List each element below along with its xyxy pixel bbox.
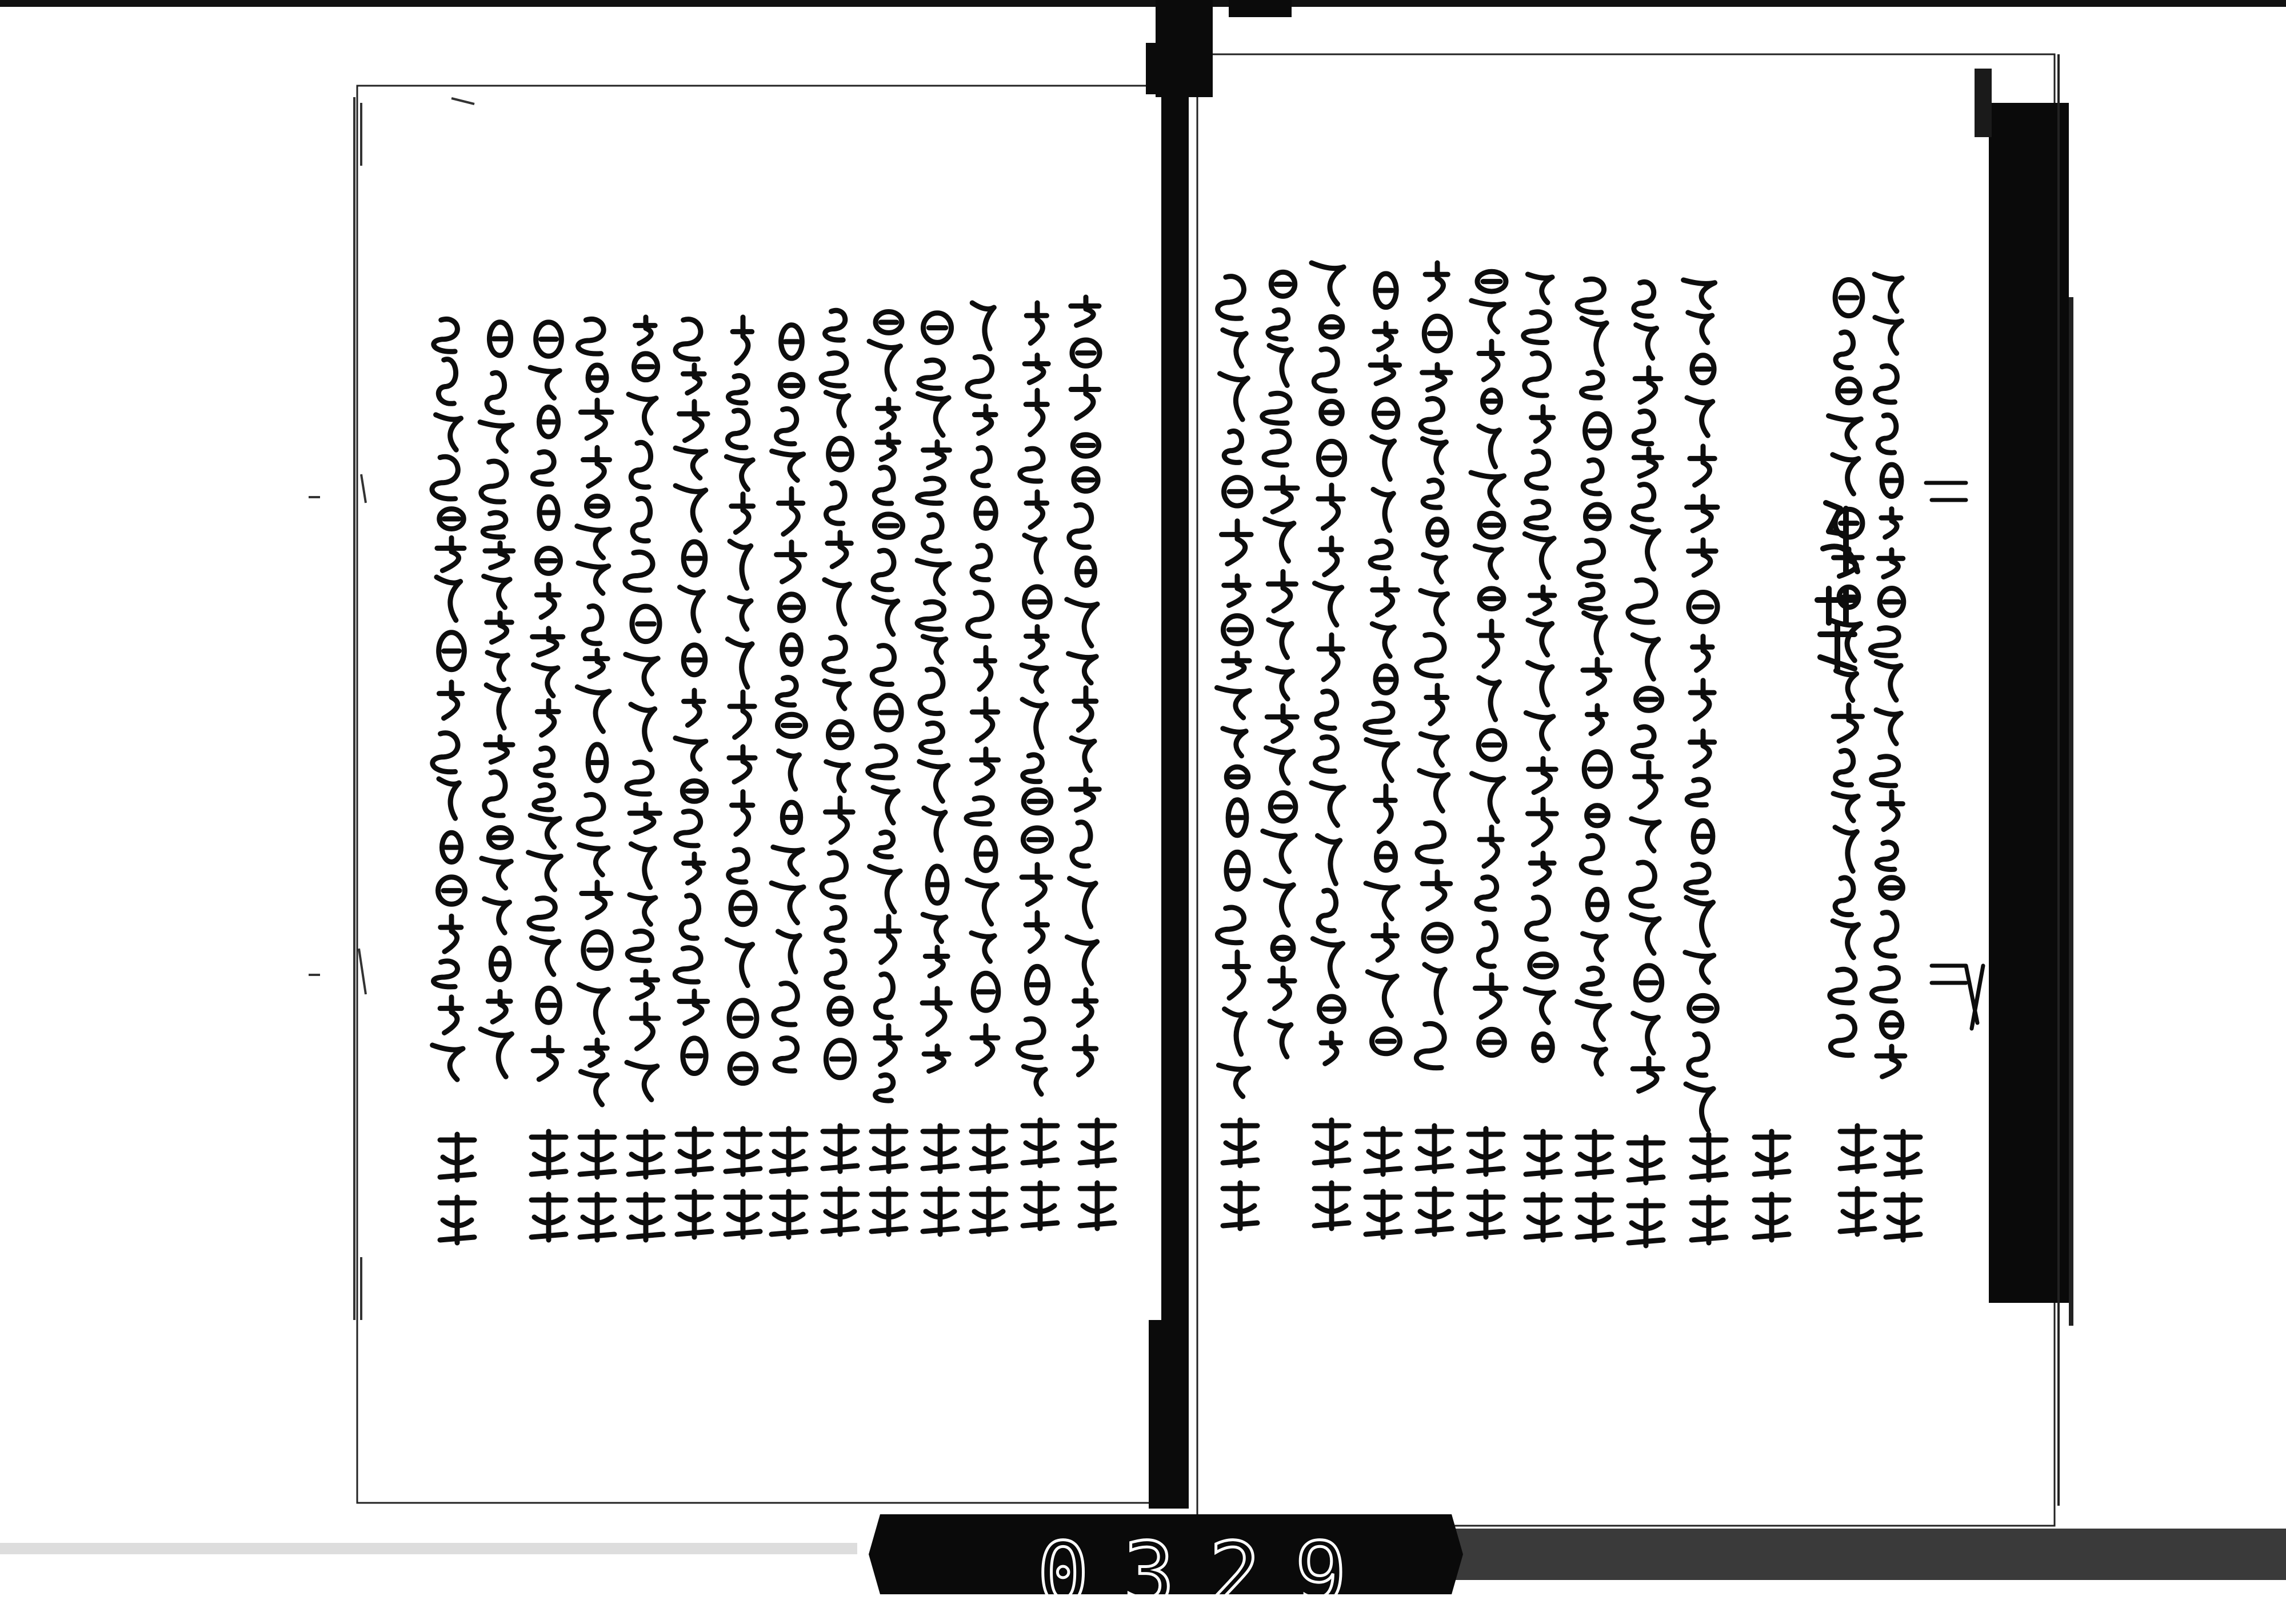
- top-border: [0, 0, 2286, 7]
- right-edge-strip: [1975, 54, 2073, 1506]
- frame-number: 0329: [1037, 1525, 1381, 1624]
